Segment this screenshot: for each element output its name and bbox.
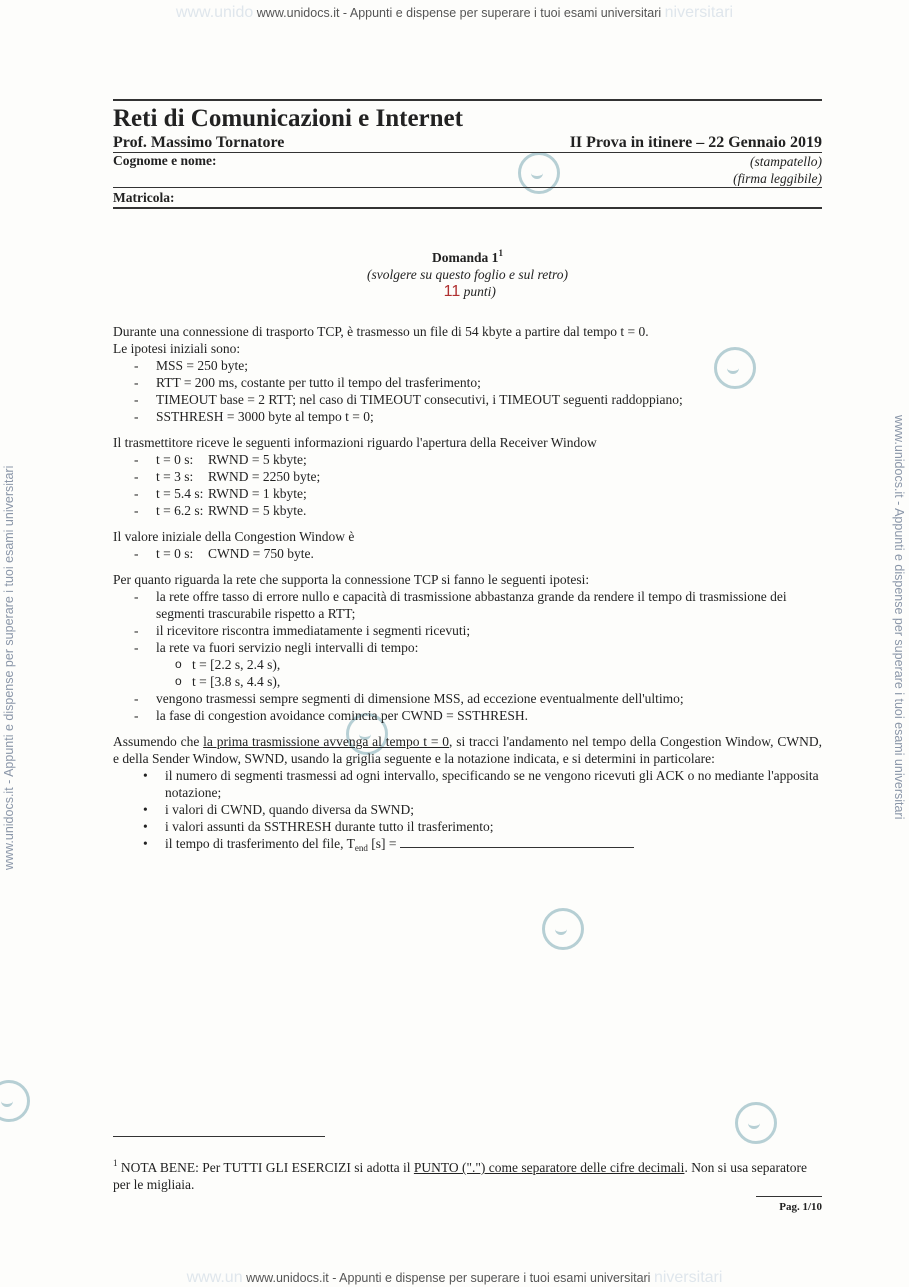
assumption-underlined: la prima trasmissione avvenga al tempo t = 0 (203, 734, 450, 749)
unidocs-logo-icon (542, 908, 584, 950)
list-item (113, 485, 822, 502)
watermark-text: www.unidocs.it - Appunti e dispense per superare i tuoi esami universitari (246, 1271, 651, 1285)
professor: Prof. Massimo Tornatore (113, 134, 285, 151)
intro-text: Durante una connessione di trasporto TCP, è trasmesso un file di 54 kbyte a partire dal tempo t = 0. (113, 324, 649, 339)
header-row (113, 134, 822, 152)
cwnd-value: CWND = 750 byte. (208, 546, 314, 561)
tend-unit: [s] = (367, 836, 397, 851)
page-number-rule (756, 1196, 822, 1197)
name-hints (733, 153, 822, 187)
watermark-text: www.unidocs.it - Appunti e dispense per superare i tuoi esami universitari (256, 6, 662, 20)
rwnd-value: RWND = 5 kbyte. (208, 503, 307, 518)
list-item: - la rete offre tasso di errore nullo e capacità di trasmissione abbastanza grande da rendere il tempo di trasmissione dei segmenti trascurabile rispetto a RTT; (113, 588, 822, 622)
tend-label: il tempo di trasferimento del file, T (165, 836, 355, 851)
question-points (113, 283, 822, 300)
list-item: - RTT = 200 ms, costante per tutto il tempo del trasferimento; (113, 374, 822, 391)
list-item (113, 451, 822, 468)
list-item: - MSS = 250 byte; (113, 357, 822, 374)
unidocs-logo-icon (735, 1102, 777, 1144)
list-item: - TIMEOUT base = 2 RTT; nel caso di TIMEOUT consecutivi, i TIMEOUT seguenti raddoppiano; (113, 391, 822, 408)
question-subtitle: (svolgere su questo foglio e sul retro) (367, 267, 568, 282)
rwnd-time: t = 6.2 s: (156, 503, 204, 518)
matricola-divider (113, 207, 822, 209)
list-item: - il ricevitore riscontra immediatamente i segmenti ricevuti; (113, 622, 822, 639)
footnote-underlined: PUNTO (".") come separatore delle cifre decimali (413, 1160, 685, 1175)
points-open: ( (439, 284, 444, 299)
list-item: o t = [3.8 s, 4.4 s), (113, 673, 822, 690)
assumption-text (113, 733, 822, 767)
rwnd-title: Il trasmettitore riceve le seguenti informazioni riguardo l'apertura della Receiver Window (113, 435, 597, 450)
points-text: punti) (463, 284, 496, 299)
name-label: Cognome e nome: (113, 153, 217, 168)
cwnd-time: t = 0 s: (156, 546, 194, 561)
assumption-part: Assumendo che (113, 734, 204, 749)
footnote-mark: 1 (113, 1158, 118, 1168)
matricola-label: Matricola: (113, 190, 175, 205)
question-header (113, 245, 822, 300)
exam-page (113, 99, 822, 866)
points-number: 11 (443, 283, 461, 300)
list-item (113, 835, 822, 857)
footnote (113, 1155, 825, 1193)
name-hint: (firma leggibile) (733, 171, 822, 186)
hypotheses-title: Le ipotesi iniziali sono: (113, 341, 241, 356)
question-title (113, 245, 822, 266)
tend-subscript: end (354, 843, 368, 853)
watermark-top (0, 4, 909, 22)
outage-intervals (113, 656, 822, 690)
list-item: • i valori assunti da SSTHRESH durante tutto il trasferimento; (113, 818, 822, 835)
name-row (113, 153, 822, 187)
course-title: Reti di Comunicazioni e Internet (113, 105, 463, 132)
question-body (113, 323, 822, 857)
rwnd-list (113, 451, 822, 519)
list-item: o t = [2.2 s, 2.4 s), (113, 656, 822, 673)
rwnd-value: RWND = 1 kbyte; (208, 486, 307, 501)
watermark-bottom (0, 1269, 909, 1287)
question-title-text: Domanda 1 (432, 250, 499, 265)
rwnd-value: RWND = 5 kbyte; (208, 452, 307, 467)
list-item: • i valori di CWND, quando diversa da SWND; (113, 801, 822, 818)
list-item (113, 502, 822, 519)
exam-date: II Prova in itinere – 22 Gennaio 2019 (569, 134, 822, 151)
list-item: - SSTHRESH = 3000 byte al tempo t = 0; (113, 408, 822, 425)
footnote-text: . Non si usa separatore per le migliaia. (113, 1160, 808, 1192)
footnote-text: NOTA BENE: Per TUTTI GLI ESERCIZI si adotta il (117, 1160, 414, 1175)
watermark-left: www.unidocs.it - Appunti e dispense per superare i tuoi esami universitari (2, 465, 16, 870)
list-item: - la rete va fuori servizio negli intervalli di tempo: (113, 639, 822, 656)
cwnd-list (113, 545, 822, 562)
answer-blank[interactable] (400, 835, 634, 848)
assumption-part: , si tracci l'andamento nel tempo della Congestion Window, CWND, e della Sender Window, SWND, usando la griglia seguente e la notazione indicata, e si determini in particolare: (113, 734, 823, 766)
rwnd-time: t = 0 s: (156, 452, 194, 467)
watermark-ghost: niversitari (664, 4, 734, 21)
footnote-rule (113, 1136, 325, 1137)
watermark-right: www.unidocs.it - Appunti e dispense per superare i tuoi esami universitari (892, 415, 906, 820)
network-title: Per quanto riguarda la rete che supporta la connessione TCP si fanno le seguenti ipotesi: (113, 572, 590, 587)
watermark-ghost: www.unido (175, 4, 254, 21)
network-list (113, 588, 822, 656)
rwnd-time: t = 5.4 s: (156, 486, 204, 501)
list-item: - la fase di congestion avoidance comincia per CWND = SSTHRESH. (113, 707, 822, 724)
header-rule (113, 99, 822, 101)
rwnd-time: t = 3 s: (156, 469, 194, 484)
watermark-ghost: niversitari (653, 1269, 723, 1286)
rwnd-value: RWND = 2250 byte; (208, 469, 321, 484)
list-item (113, 545, 822, 562)
list-item: • il numero di segmenti trasmessi ad ogni intervallo, specificando se ne vengono ricevuti gli ACK o no mediante l'apposita notazione; (113, 767, 822, 801)
cwnd-title: Il valore iniziale della Congestion Window è (113, 529, 355, 544)
list-item (113, 468, 822, 485)
requirements-list (113, 767, 822, 857)
page-number: Pag. 1/10 (779, 1201, 822, 1213)
hypotheses-list (113, 357, 822, 425)
name-hint: (stampatello) (750, 154, 822, 169)
watermark-ghost: www.un (186, 1269, 243, 1286)
unidocs-logo-icon (0, 1080, 30, 1122)
network-list-cont (113, 690, 822, 724)
list-item: - vengono trasmessi sempre segmenti di dimensione MSS, ad eccezione eventualmente dell'ultimo; (113, 690, 822, 707)
footnote-mark: 1 (498, 248, 503, 258)
